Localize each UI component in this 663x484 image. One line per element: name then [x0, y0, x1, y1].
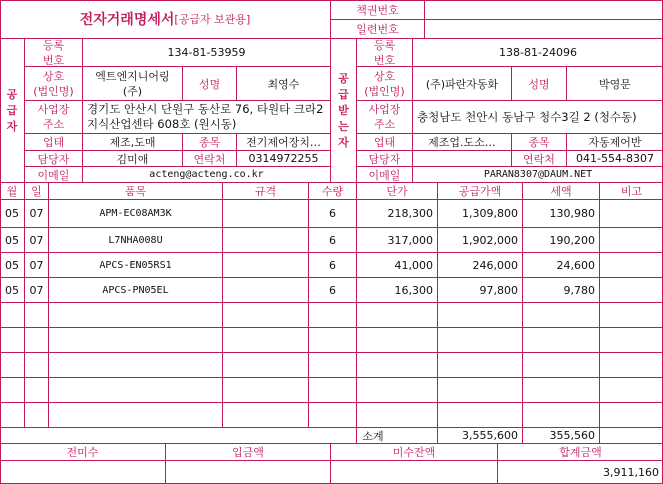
deposit-value [166, 461, 330, 483]
cell-unit-price: 16,300 [394, 283, 433, 297]
total-label: 합계금액 [559, 446, 602, 459]
cell-month [0, 303, 24, 327]
cell-month: 05 [5, 258, 19, 272]
cell-month [0, 328, 24, 352]
cell-item: APCS-EN05RS1 [99, 259, 172, 271]
cell-day: 07 [29, 207, 44, 220]
cell-day [25, 328, 48, 352]
cell-spec [223, 353, 308, 377]
cell-supply-amount: 97,800 [479, 283, 518, 297]
cell-supply-amount: 246,000 [472, 258, 518, 272]
cell-qty: 6 [329, 207, 336, 220]
cell-tax: 9,780 [563, 283, 595, 297]
cell-qty [309, 353, 356, 377]
supplier-email: acteng@acteng.co.kr [149, 169, 264, 180]
supplier-biz-type-label: 업태 [42, 136, 65, 149]
cell-note [600, 378, 663, 402]
receiver-biz-type-label: 업태 [373, 136, 396, 149]
cell-unit-price: 317,000 [387, 233, 433, 247]
receiver-contact: 041-554-8307 [576, 152, 654, 165]
cell-day: 07 [29, 258, 44, 272]
col-header-tax: 세액 [550, 185, 572, 198]
supplier-company: 엑트엔지니어링 (주) [95, 69, 170, 98]
balance-label: 미수잔액 [392, 446, 436, 459]
subtotal-label: 소계 [362, 429, 384, 443]
cell-qty [309, 328, 356, 352]
cell-qty: 6 [329, 233, 336, 247]
receiver-reg-no-label: 등록 번호 [373, 39, 396, 66]
document-subtitle: [공급자 보관용] [174, 13, 251, 26]
cell-tax [523, 378, 599, 402]
unpaid-label: 전미수 [66, 446, 99, 459]
supplier-rep: 최영수 [267, 77, 300, 91]
cell-qty [309, 303, 356, 327]
cell-item [49, 353, 222, 377]
supplier-company-label: 상호 (법인명) [33, 69, 74, 98]
col-header-supply-amount: 공급가액 [458, 185, 502, 198]
cell-item: L7NHA008U [108, 234, 163, 246]
cell-unit-price [357, 378, 437, 402]
cell-day: 07 [29, 283, 44, 297]
serial-number-label: 일련번호 [356, 23, 399, 36]
supplier-side-char: 공 [6, 87, 18, 101]
cell-day: 07 [29, 233, 44, 247]
total-value: 3,911,160 [603, 465, 659, 479]
receiver-contact-label: 연락처 [523, 152, 555, 166]
receiver-email-label: 이메일 [368, 168, 401, 182]
cell-tax: 190,200 [549, 233, 595, 247]
cell-tax: 24,600 [556, 258, 595, 272]
cell-spec [223, 200, 308, 227]
supplier-address: 경기도 안산시 단원구 동산로 76, 타원타 크라2지식산업센타 608호 (원시동) [87, 102, 324, 131]
document-title-text: 전자거래명세서 [79, 12, 175, 28]
receiver-company-label: 상호 (법인명) [364, 69, 405, 98]
supplier-email-label: 이메일 [37, 168, 70, 182]
book-number-value [425, 0, 663, 19]
cell-supply-amount [438, 303, 522, 327]
book-number-label: 책권번호 [356, 3, 399, 17]
cell-supply-amount [438, 353, 522, 377]
subtotal-tax: 355,560 [549, 429, 595, 442]
cell-month [0, 378, 24, 402]
receiver-manager-label: 담당자 [368, 152, 401, 166]
receiver-side-char: 자 [338, 135, 349, 149]
supplier-contact: 0314972255 [248, 152, 319, 165]
cell-qty: 6 [329, 283, 336, 297]
cell-note [600, 353, 663, 377]
receiver-side-char: 는 [338, 119, 349, 133]
receiver-company: (주)파란자동화 [425, 77, 499, 91]
cell-month: 05 [5, 233, 19, 247]
cell-tax [523, 353, 599, 377]
receiver-manager [413, 151, 511, 166]
cell-unit-price: 41,000 [394, 258, 433, 272]
document-title [0, 0, 330, 38]
cell-spec [223, 278, 308, 302]
cell-spec [223, 228, 308, 252]
supplier-side-char: 자 [6, 119, 18, 133]
cell-day [25, 378, 48, 402]
supplier-manager: 김미애 [116, 152, 149, 166]
receiver-side-char: 급 [338, 87, 349, 101]
cell-qty: 6 [329, 258, 336, 272]
receiver-side-char: 공 [338, 71, 349, 85]
cell-note [600, 200, 663, 227]
cell-item [49, 328, 222, 352]
unpaid-value [0, 461, 165, 483]
supplier-side-label [0, 39, 24, 182]
supplier-address-label: 사업장 주소 [37, 103, 70, 131]
cell-note [600, 228, 663, 252]
col-header-spec: 규격 [254, 185, 277, 198]
cell-supply-amount [438, 328, 522, 352]
balance-value [331, 461, 497, 483]
supplier-contact-label: 연락처 [193, 152, 226, 166]
cell-supply-amount: 1,309,800 [462, 207, 518, 220]
supplier-biz-item-label: 종목 [198, 136, 221, 149]
col-header-unit-price: 단가 [386, 185, 408, 198]
col-header-qty: 수량 [321, 185, 344, 198]
cell-note [600, 278, 663, 302]
cell-tax: 130,980 [549, 207, 595, 220]
col-header-note: 비고 [620, 185, 643, 198]
cell-spec [223, 303, 308, 327]
cell-unit-price [357, 328, 437, 352]
receiver-rep: 박영문 [599, 77, 631, 91]
cell-note [600, 303, 663, 327]
cell-supply-amount: 1,902,000 [462, 233, 518, 247]
supplier-biz-item: 전기제어장치… [246, 136, 321, 149]
col-header-day: 일 [31, 185, 42, 198]
cell-unit-price: 218,300 [387, 207, 433, 220]
receiver-side-char: 받 [338, 103, 349, 117]
supplier-biz-type: 제조,도매 [109, 136, 156, 149]
receiver-email: PARAN8307@DAUM.NET [483, 169, 593, 180]
cell-day [25, 303, 48, 327]
cell-item: APCS-PN05EL [102, 284, 169, 296]
supplier-reg-no-label: 등록 번호 [42, 39, 65, 66]
receiver-biz-item: 자동제어반 [588, 136, 642, 149]
col-header-month: 월 [6, 185, 18, 198]
supplier-manager-label: 담당자 [37, 152, 70, 166]
supplier-side-char: 급 [6, 103, 18, 117]
cell-month [0, 353, 24, 377]
cell-item [49, 378, 222, 402]
deposit-label: 입금액 [232, 446, 264, 459]
cell-qty [309, 378, 356, 402]
cell-tax [523, 328, 599, 352]
cell-tax [523, 303, 599, 327]
cell-item: APM-EC08AM3K [99, 208, 172, 219]
cell-spec [223, 328, 308, 352]
cell-unit-price [357, 353, 437, 377]
receiver-biz-type: 제조업.도소… [428, 136, 496, 149]
col-header-item: 품목 [124, 185, 147, 198]
cell-note [600, 253, 663, 277]
receiver-address-label: 사업장 주소 [368, 103, 401, 131]
cell-item [49, 303, 222, 327]
cell-note [600, 328, 663, 352]
supplier-rep-label: 성명 [198, 77, 221, 91]
subtotal-supply: 3,555,600 [462, 429, 518, 442]
cell-month: 05 [5, 207, 19, 220]
supplier-reg-no: 134-81-53959 [167, 46, 246, 59]
cell-unit-price [357, 303, 437, 327]
receiver-side-label [331, 39, 356, 182]
receiver-rep-label: 성명 [528, 77, 550, 91]
receiver-biz-item-label: 종목 [528, 136, 550, 149]
cell-spec [223, 378, 308, 402]
receiver-reg-no: 138-81-24096 [499, 46, 577, 59]
cell-day [25, 353, 48, 377]
cell-spec [223, 253, 308, 277]
cell-supply-amount [438, 378, 522, 402]
receiver-address: 충청남도 천안시 동남구 청수3길 2 (청수동) [417, 109, 637, 124]
cell-month: 05 [5, 283, 19, 297]
serial-number-value [425, 20, 663, 38]
